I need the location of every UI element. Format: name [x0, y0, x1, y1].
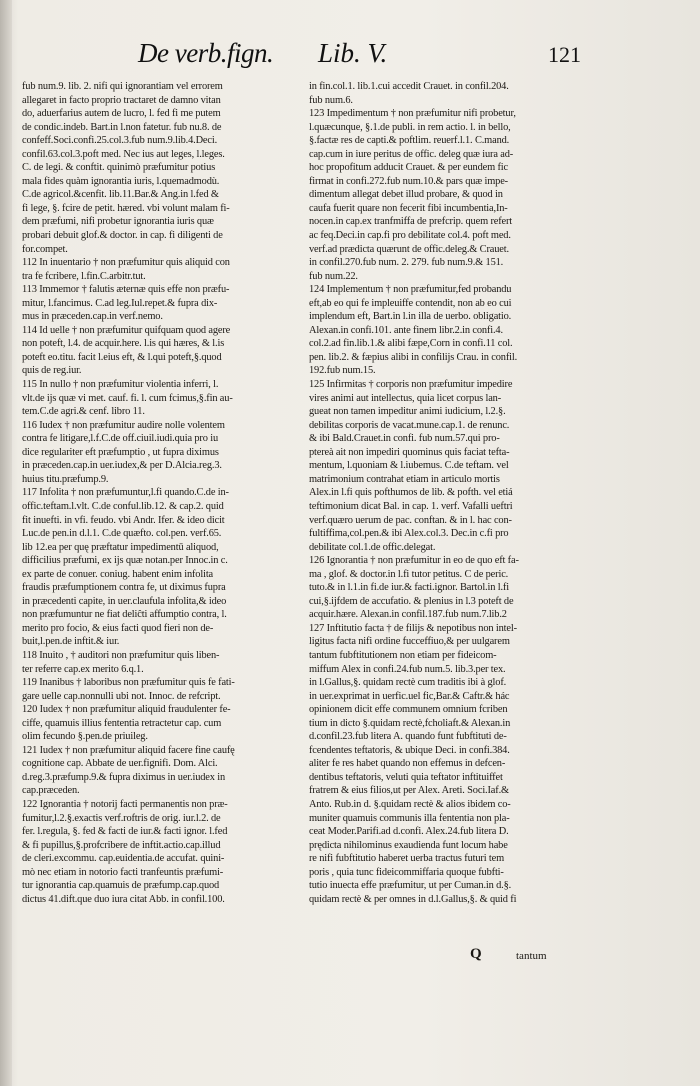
signature-mark: Q: [470, 946, 482, 962]
text-line: fer. l.regula, §. fed & facti de iur.& facti ignor. l.fed: [22, 826, 228, 838]
text-line: gare uelle cap.nonnulli ubi not. Innoc. de refcript.: [22, 690, 221, 702]
text-line: re nifi fubftitutio haberet uerba tractus futuri tem: [309, 853, 505, 865]
text-line: dimentum allegat debet illud probare, & quod in: [309, 189, 503, 201]
text-line: tuto.& in l.1.in fi.de iur.& facti.ignor. Bartol.in l.fi: [309, 582, 509, 594]
text-line: in l.Gallus,§. quidam rectè cum traditis ibi à glof.: [309, 677, 507, 689]
text-line: dem præfumi, nifi probetur ignorantia iuris quæ: [22, 216, 214, 228]
text-line: 121 Iudex † non præfumitur aliquid facere fine caufę: [22, 744, 235, 756]
text-line: in fin.col.1. lib.1.cui accedit Crauet. in confil.204.: [309, 81, 509, 92]
text-line: ciffe, quamuis illius fententia retractetur cap. cum: [22, 717, 222, 729]
text-line: fraudis præfumptionem contra fe, ut diximus fupra: [22, 582, 226, 594]
text-line: hoc propofitum adducit Crauet. & per eundem fic: [309, 162, 508, 174]
text-line: verf.ad prædicta quærunt de offic.deleg.& Crauet.: [309, 243, 509, 255]
text-line: & ibi Bald.Crauet.in confi. fub num.57.qui pro-: [309, 433, 500, 445]
text-line: verf.quæro uerum de pac. conftan. & in l. hac con-: [309, 514, 512, 526]
text-line: cui,§.ijfdem de accufatio. & plenius in l.3 poteft de: [309, 595, 514, 607]
text-line: §.factæ res de capti.& poftlim. reuerf.l.1. C.mand.: [309, 135, 510, 147]
text-line: tra fe fcribere, l.fin.C.arbitr.tut.: [22, 270, 146, 282]
text-line: in præceden.cap.in uer.iudex,& per D.Alcia.reg.3.: [22, 460, 222, 472]
text-line: 113 Immemor † falutis æternæ quis effe non præfu-: [22, 284, 230, 296]
text-line: 192.fub num.15.: [309, 365, 376, 377]
text-line: teftimonium dicat Bal. in cap. 1. verf. Vafalli ueftri: [309, 500, 513, 512]
text-line: mus in præceden.cap.in verf.nemo.: [22, 311, 163, 323]
text-line: 118 Inuito , † auditori non præfumitur quis liben-: [22, 649, 220, 661]
text-line: fi lege, §. fcire de petit. hæred. vbi volunt malam fi-: [22, 202, 230, 214]
text-line: opinionem dicit effe communem omnium fcriben: [309, 704, 508, 716]
text-line: C. de legi. & conftit. quinimò præfumitur potius: [22, 162, 216, 174]
text-line: ma , glof. & doctor.in l.fi tutor petitus. C de peric.: [309, 568, 509, 580]
text-line: mò nec etiam in notorio facti tranfeuntis præfumi-: [22, 866, 224, 878]
text-line: dictus 41.dift.que duo iura citat Abb. in confil.100.: [22, 893, 225, 905]
text-line: nocen.in cap.ex tranfmiffa de prefcrip. quem refert: [309, 216, 513, 228]
text-line: confil.63.col.3.poft med. Nec ius aut leges, l.leges.: [22, 148, 225, 160]
text-line: 124 Implementum † non præfumitur,fed probandu: [309, 284, 512, 296]
text-line: huius titu.præfump.9.: [22, 473, 109, 485]
text-line: fultiffima,col.pen.& ibi Alex.col.3. Dec.in c.fi pro: [309, 528, 509, 540]
book-number: Lib. V.: [318, 38, 388, 68]
text-line: do, aduerfarius autem de lucro, l. fed fi me putem: [22, 108, 221, 120]
text-line: tium in dicto §.quidam rectè,fcholiaft.& Alexan.in: [309, 717, 511, 729]
text-line: tantum fubftitutionem non etiam per fideicom-: [309, 649, 497, 661]
text-line: & fi pupillus,§.profcribere de inftit.actio.cap.illud: [22, 839, 221, 851]
text-line: de condic.indeb. Bart.in l.non fatetur. fub nu.8. de: [22, 121, 222, 133]
text-line: non præfumuntur ne fiat deliĉti affumptio contra, l.: [22, 609, 227, 621]
text-line: ptereà ait non impediri quominus quis faciat tefta-: [309, 446, 510, 458]
text-line: ceat Moder.Parifi.ad d.confi. Alex.24.fub litera D.: [309, 826, 509, 838]
right-text-column: [309, 80, 587, 906]
text-line: l.quæcunque, §.1.de publi. in rem actio. l. in bello,: [309, 121, 511, 133]
text-line: 117 Infolita † non præfumuntur,l.fi quando.C.de in-: [22, 487, 229, 499]
text-line: mitur, l.fancimus. C.ad leg.Iul.repet.& fupra dix-: [22, 297, 218, 309]
text-line: mentum, l.quoniam & l.iubemus. C.de teftam. vel: [309, 460, 509, 472]
text-line: Luc.de pen.in d.l.1. C.de quæfto. col.pen. verf.65.: [22, 528, 222, 540]
text-line: Alexan.in confi.101. ante finem libr.2.in confi.4.: [309, 324, 503, 336]
text-line: non poteft, l.4. de acquir.here. l.is qui hæres, & l.is: [22, 338, 225, 350]
text-line: cap.præceden.: [22, 785, 80, 797]
text-line: probari debuit glof.& doctor. in cap. fi diligenti de: [22, 230, 223, 242]
text-line: offic.teftam.l.vlt. C.de conful.lib.12. & cap.2. quid: [22, 500, 224, 512]
text-line: ligitus facta nifi ordine fucceffiuo,& per uulgarem: [309, 636, 510, 648]
text-line: confeff.Soci.confi.25.col.3.fub num.9.lib.4.Deci.: [22, 135, 218, 147]
text-line: olim fecundo §.pen.de priuileg.: [22, 731, 148, 743]
text-line: ac feq.Deci.in cap.fi pro debilitate col.4. poft med.: [309, 230, 511, 242]
text-line: dice regulariter eft præfumptio , ut fupra diximus: [22, 446, 219, 458]
text-line: lib 12.ea per quę præftatur impedimentū aliquod,: [22, 541, 219, 553]
text-line: in præcedenti capite, in uer.claufula infolita,& ideo: [22, 595, 227, 607]
text-line: pen. lib.2. & fæpius alibi in confilijs Crau. in confil.: [309, 351, 518, 363]
text-line: quis de reg.iur.: [22, 365, 82, 377]
text-line: C.de agricol.&cenfit. lib.11.Bar.& Ang.in l.fed &: [22, 189, 219, 201]
text-line: matrimonium contrahat etiam in articulo mortis: [309, 473, 500, 485]
text-line: difficilius præfumi, ex ijs quæ notan.per Innoc.in c.: [22, 555, 228, 567]
text-line: 123 Impedimentum † non præfumitur nifi probetur,: [309, 108, 516, 120]
text-line: fub num.9. lib. 2. nifi qui ignorantiam vel errorem: [22, 81, 223, 92]
text-line: d.reg.3.præfump.9.& fupra diximus in uer.iudex in: [22, 771, 226, 783]
running-header: [0, 38, 700, 78]
text-line: 125 Infirmitas † corporis non præfumitur impedire: [309, 379, 513, 391]
text-line: 120 Iudex † non præfumitur aliquid fraudulenter fe-: [22, 704, 231, 716]
page-gutter: [0, 0, 12, 1086]
folio-number: 121: [548, 42, 581, 67]
text-line: 116 Iudex † non præfumitur audire nolle volentem: [22, 419, 225, 431]
text-line: d.confil.23.fub litera A. quando funt fubftituti de-: [309, 731, 507, 743]
text-line: in confil.270.fub num. 2. 279. fub num.9.& 151.: [309, 257, 504, 269]
text-line: eft,ab eo qui fe impleuiffe contendit, non ab eo cui: [309, 297, 512, 309]
catchword: tantum: [516, 950, 547, 962]
text-line: vires animi aut intellectus, quia licet corpus lan-: [309, 392, 502, 404]
text-line: cognitione cap. Abbate de uer.fignifi. Dom. Alci.: [22, 758, 218, 770]
text-line: 112 In inuentario † non præfumitur quis aliquid con: [22, 257, 230, 269]
text-line: mala fides quàm ignorantia iuris, l.quemadmodù.: [22, 175, 220, 187]
text-line: Anto. Rub.in d. §.quidam rectè & alios ibidem co-: [309, 798, 511, 810]
text-line: 114 Id uelle † non præfumitur quifquam quod agere: [22, 324, 231, 336]
text-line: 115 In nullo † non præfumitur violentia inferri, l.: [22, 379, 219, 391]
text-line: prędicta nihilominus exaudienda funt locum habe: [309, 839, 508, 851]
text-line: quidam rectè & per omnes in d.l.Gallus,§. & quid fi: [309, 893, 517, 905]
text-line: merito pro focio, & eius facti quod fieri non de-: [22, 622, 214, 634]
text-line: contra fe litigare,l.f.C.de off.ciuil.iudi.quia pro iu: [22, 433, 218, 445]
text-line: aliter fe res habet quando non effemus in defcen-: [309, 758, 506, 770]
text-line: implendum eft, Bart.in l.in illa de uerbo. obligatio.: [309, 311, 512, 323]
text-line: for.compet.: [22, 243, 68, 255]
text-line: fub num.6.: [309, 94, 353, 106]
text-line: fumitur,l.2.§.exactis verf.roftris de orig. iur.l.2. de: [22, 812, 221, 824]
text-line: debilitas corporis de vacat.mune.cap.1. de renunc.: [309, 419, 510, 431]
text-line: 119 Inanibus † laboribus non præfumitur quis fe fati-: [22, 677, 235, 689]
text-line: fratrem & eius filios,ut per Alex. Areti. Soci.Iaf.&: [309, 785, 509, 797]
text-line: 126 Ignorantia † non præfumitur in eo de quo eft fa-: [309, 555, 519, 567]
text-line: fcendentes teftatoris, & ubique Deci. in confi.384.: [309, 744, 510, 756]
text-line: 122 Ignorantia † notorij facti permanentis non præ-: [22, 798, 228, 810]
text-line: fub num.22.: [309, 270, 358, 282]
text-line: 127 Inftitutio facta † de filijs & nepotibus non intel-: [309, 622, 517, 634]
text-line: poteft eo.titu. facit l.eius eft, & l.qui poteft,§.quod: [22, 351, 222, 363]
left-text-column: [22, 80, 304, 906]
text-line: ex parte de conuer. coniug. habent enim infolita: [22, 568, 214, 580]
text-line: caufa fuerit quare non fecerit fibi incumbentia,In-: [309, 202, 508, 214]
text-line: fit inuefti. in vfi. feudo. vbi Andr. Ifer. & ideo dicit: [22, 514, 225, 526]
text-line: poris , quia tunc fideicommiffaria quoque fubfti-: [309, 866, 504, 878]
text-line: cap.cum in iure peritus de offic. deleg quæ iura ad-: [309, 148, 514, 160]
text-line: acquir.hære. Alexan.in confil.187.fub num.7.lib.2: [309, 609, 507, 621]
text-line: muniter quamuis communis illa fententia non pla-: [309, 812, 510, 824]
text-line: col.2.ad fin.lib.1.& alibi fæpe,Corn in confi.11 col.: [309, 338, 513, 350]
text-line: debilitate col.1.de offic.delegat.: [309, 541, 436, 553]
text-line: de cleri.excommu. cap.euidentia.de accufat. quini-: [22, 853, 225, 865]
text-line: allegaret in facto proprio tractaret de damno vitan: [22, 94, 221, 106]
running-title: De verb.fign.: [138, 38, 274, 68]
text-line: tur ignorantia cap.quamuis de præfump.cap.quod: [22, 880, 220, 892]
text-line: in uer.exprimat in uerfic.uel fic,Bar.& Caftr.& hác: [309, 690, 510, 702]
text-line: miffum Alex in confi.24.fub num.5. lib.3.per tex.: [309, 663, 506, 675]
text-line: tutio inuecta effe præfumitur, ut per Cuman.in d.§.: [309, 880, 512, 892]
text-line: buit,l.pen.de inftit.& iur.: [22, 636, 120, 648]
text-line: vlt.de ijs quæ vi met. cauf. fi. l. cum fcimus,§.fin au-: [22, 392, 233, 404]
text-line: tem.C.de agri.& cenf. libro 11.: [22, 406, 145, 418]
text-line: ter referre cap.ex merito 6.q.1.: [22, 663, 144, 675]
text-line: Alex.in l.fi quis pofthumos de lib. & pofth. vel etiá: [309, 487, 513, 499]
text-line: firmat in confi.272.fub num.10.& pars quæ impe-: [309, 175, 508, 187]
text-line: gueat non tamen impeditur animi iudicium, l.2.§.: [309, 406, 506, 418]
text-line: dentibus teftatoris, veluti quia teftator inftituiffet: [309, 771, 503, 783]
